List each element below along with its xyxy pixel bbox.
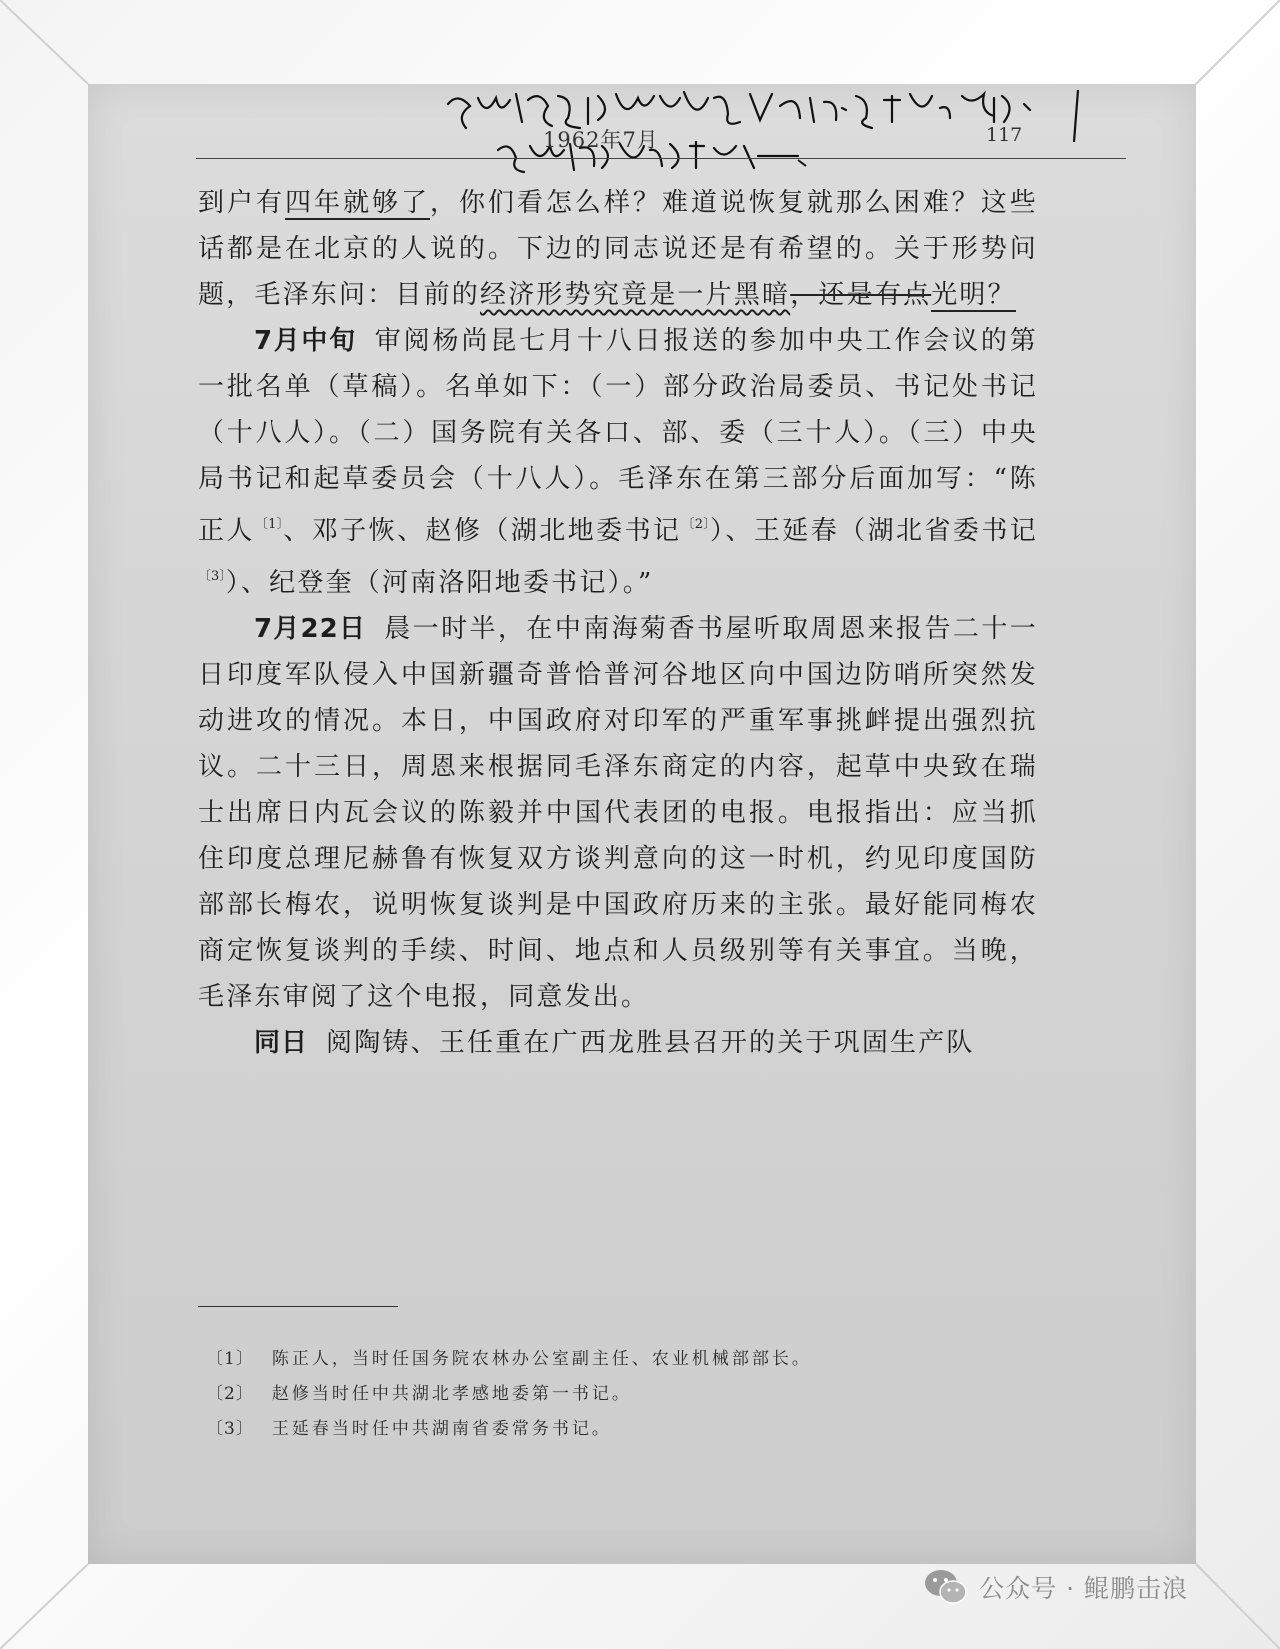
underlined-phrase-2: 光明？ bbox=[931, 280, 1016, 310]
footnote-number: 〔1〕 bbox=[206, 1349, 254, 1369]
footnotes bbox=[206, 1342, 1086, 1447]
wechat-icon bbox=[923, 1567, 969, 1607]
footnote-text: 王延春当时任中共湖南省委常务书记。 bbox=[271, 1419, 612, 1439]
text-run: 审阅杨尚昆七月十八日报送的参加中央工作会议的第一批名单（草稿）。名单如下：（一）部分政治局委员、书记处书记（十八人）。（二）国务院有关各口、部、委（三十人）。（三）中央局书记和起草委员会（十八人）。毛泽东在第三部分后面加写：“陈正人 bbox=[198, 326, 1039, 546]
text-run: 晨一时半，在中南海菊香书屋听取周恩来报告二十一日印度军队侵入中国新疆奇普恰普河谷地区向中国边防哨所突然发动进攻的情况。本日，中国政府对印军的严重军事挑衅提出强烈抗议。二十三日，周恩来根据同毛泽东商定的内容，起草中央致在瑞士出席日内瓦会议的陈毅并中国代表团的电报。电报指出：应当抓住印度总理尼赫鲁有恢复双方谈判意向的这一时机，约见印度国防部部长梅农，说明恢复谈判是中国政府历来的主张。最好能同梅农商定恢复谈判的手续、时间、地点和人员级别等有关事宜。当晚，毛泽东审阅了这个电报，同意发出。 bbox=[198, 614, 1038, 1012]
text-run: 到户有 bbox=[198, 188, 285, 218]
text-run: 阅陶铸、王任重在广西龙胜县召开的关于巩固生产队 bbox=[326, 1028, 975, 1058]
footnote-text: 赵修当时任中共湖北孝感地委第一书记。 bbox=[271, 1384, 632, 1404]
entry-date: 7月22日 bbox=[254, 614, 367, 644]
text-run: ）、纪登奎（河南洛阳地委书记）。” bbox=[225, 568, 654, 598]
footnote-1 bbox=[206, 1342, 1086, 1377]
paragraph-july-22 bbox=[198, 606, 1038, 1020]
footnote-text: 陈正人，当时任国务院农林办公室副主任、农业机械部部长。 bbox=[271, 1349, 812, 1369]
footnote-ref-2[interactable]: 〔2〕 bbox=[681, 517, 710, 532]
paragraph-same-day bbox=[198, 1020, 1038, 1066]
page-body bbox=[198, 180, 1038, 1066]
footnote-rule bbox=[198, 1306, 398, 1307]
text-run: ）、王延春（湖北省委书记 bbox=[709, 516, 1038, 546]
struck-phrase: ，还是有点 bbox=[790, 280, 932, 310]
paragraph-continuation bbox=[198, 180, 1038, 318]
page-number: 117 bbox=[986, 124, 1023, 146]
text-run: 、邓子恢、赵修（湖北地委书记 bbox=[283, 516, 682, 546]
entry-date: 7月中旬 bbox=[254, 326, 357, 356]
text-run: ，你们看怎么样？难道说恢复就那么困难？这些话都是在北京的人说的。下边的同志说还是有希望的。关于形势问题，毛泽东问：目前的 bbox=[198, 188, 1038, 310]
wavy-underlined-phrase: 经济形势究竟是一片黑暗 bbox=[480, 280, 791, 310]
footnote-2 bbox=[206, 1377, 1086, 1412]
footnote-ref-1[interactable]: 〔1〕 bbox=[254, 517, 284, 532]
footnote-number: 〔2〕 bbox=[206, 1384, 254, 1404]
footnote-ref-3[interactable]: 〔3〕 bbox=[198, 569, 226, 584]
footnote-number: 〔3〕 bbox=[206, 1419, 254, 1439]
header-date: 1962年7月 bbox=[543, 128, 659, 152]
watermark bbox=[923, 1565, 1188, 1609]
paragraph-july-mid bbox=[198, 318, 1038, 606]
footnote-3 bbox=[206, 1412, 1086, 1447]
entry-date: 同日 bbox=[254, 1028, 309, 1058]
watermark-text: 公众号 · 鲲鹏击浪 bbox=[979, 1574, 1188, 1603]
book-page bbox=[88, 84, 1196, 1564]
underlined-phrase: 四年就够了 bbox=[284, 188, 430, 218]
header-rule bbox=[196, 158, 1126, 159]
